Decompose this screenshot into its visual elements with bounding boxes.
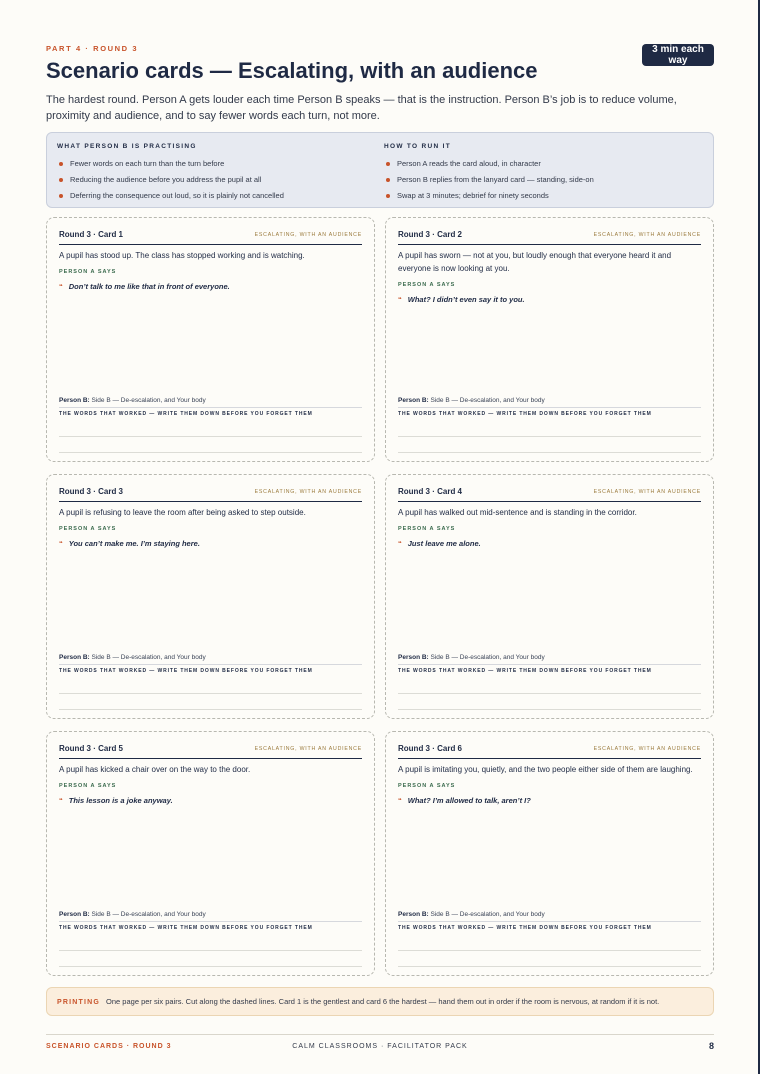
- person-b-reference: [59, 397, 362, 408]
- card-tag: ESCALATING, WITH AN AUDIENCE: [593, 232, 701, 238]
- run-item: Person A reads the card aloud, in character: [384, 156, 594, 172]
- card-tag: ESCALATING, WITH AN AUDIENCE: [254, 489, 362, 495]
- scenario-card: [46, 731, 375, 976]
- writing-line: [398, 436, 701, 437]
- card-scenario: A pupil is refusing to leave the room after being asked to step outside.: [59, 508, 306, 517]
- words-label: THE WORDS THAT WORKED — WRITE THEM DOWN BEFORE YOU FORGET THEM: [398, 411, 652, 417]
- card-id: Round 3 · Card 2: [398, 230, 463, 239]
- card-header: [398, 744, 701, 759]
- card-scenario: A pupil has stood up. The class has stopped working and is watching.: [59, 251, 305, 260]
- person-b-reference: [398, 397, 701, 408]
- card-id: Round 3 · Card 3: [59, 487, 124, 496]
- page-number: 8: [708, 1041, 714, 1051]
- run-column: [384, 143, 594, 204]
- quote-mark-icon: “: [398, 796, 402, 805]
- printing-note: [46, 987, 714, 1016]
- quote-mark-icon: “: [59, 796, 63, 805]
- writing-line: [398, 693, 701, 694]
- card-body: [398, 249, 701, 306]
- intro-paragraph: The hardest round. Person A gets louder each time Person B speaks — that is the instruction. Person B’s job is to reduce volume, proximity and audience, and to say fewer words each turn, not more.: [46, 94, 677, 122]
- card-body: [59, 506, 362, 550]
- run-item: Person B replies from the lanyard card — standing, side-on: [384, 172, 594, 188]
- card-quote: [398, 794, 701, 807]
- quote-mark-icon: “: [59, 282, 63, 291]
- writing-line: [59, 966, 362, 967]
- person-b-label: Person B:: [398, 397, 429, 404]
- scenario-card: [385, 474, 714, 719]
- card-id: Round 3 · Card 6: [398, 744, 463, 753]
- person-b-text: Side B — De-escalation, and Your body: [91, 911, 206, 918]
- person-b-reference: [398, 654, 701, 665]
- words-label: THE WORDS THAT WORKED — WRITE THEM DOWN BEFORE YOU FORGET THEM: [59, 925, 313, 931]
- writing-line: [59, 452, 362, 453]
- words-label: THE WORDS THAT WORKED — WRITE THEM DOWN BEFORE YOU FORGET THEM: [398, 668, 652, 674]
- footer-center: CALM CLASSROOMS · FACILITATOR PACK: [292, 1043, 468, 1050]
- person-b-text: Side B — De-escalation, and Your body: [430, 654, 545, 661]
- card-id: Round 3 · Card 4: [398, 487, 463, 496]
- instructions-panel: [46, 132, 714, 208]
- footer-divider: [46, 1034, 714, 1035]
- person-b-reference: [59, 911, 362, 922]
- card-quote: [398, 293, 701, 306]
- page-title: Scenario cards — Escalating, with an audience: [46, 58, 538, 83]
- card-quote-text: You can’t make me. I’m staying here.: [68, 539, 200, 548]
- quote-mark-icon: “: [398, 539, 402, 548]
- card-quote: [59, 537, 362, 550]
- person-b-text: Side B — De-escalation, and Your body: [430, 911, 545, 918]
- card-tag: ESCALATING, WITH AN AUDIENCE: [254, 746, 362, 752]
- person-b-text: Side B — De-escalation, and Your body: [430, 397, 545, 404]
- card-header: [59, 230, 362, 245]
- words-label: THE WORDS THAT WORKED — WRITE THEM DOWN BEFORE YOU FORGET THEM: [59, 668, 313, 674]
- writing-line: [59, 693, 362, 694]
- person-b-text: Side B — De-escalation, and Your body: [91, 397, 206, 404]
- card-scenario: A pupil has sworn — not at you, but loudly enough that everyone heard it and everyone is now looking at you.: [398, 251, 672, 273]
- card-body: [398, 506, 701, 550]
- person-a-says-label: PERSON A SAYS: [398, 783, 456, 789]
- person-b-reference: [59, 654, 362, 665]
- scenario-card: [46, 474, 375, 719]
- scenario-card: [46, 217, 375, 462]
- person-b-label: Person B:: [59, 397, 90, 404]
- scenario-card: [385, 731, 714, 976]
- person-a-says-label: PERSON A SAYS: [59, 526, 117, 532]
- card-scenario: A pupil is imitating you, quietly, and the two people either side of them are laughing.: [398, 765, 693, 774]
- card-quote-text: This lesson is a joke anyway.: [68, 796, 173, 805]
- card-id: Round 3 · Card 1: [59, 230, 124, 239]
- scenario-card: [385, 217, 714, 462]
- card-quote-text: What? I didn’t even say it to you.: [407, 295, 525, 304]
- writing-line: [59, 950, 362, 951]
- card-header: [59, 487, 362, 502]
- writing-line: [59, 436, 362, 437]
- writing-line: [59, 709, 362, 710]
- footer-left: SCENARIO CARDS · ROUND 3: [46, 1043, 172, 1050]
- person-b-text: Side B — De-escalation, and Your body: [91, 654, 206, 661]
- printing-label: PRINTING: [57, 999, 101, 1006]
- card-scenario: A pupil has kicked a chair over on the way to the door.: [59, 765, 251, 774]
- words-label: THE WORDS THAT WORKED — WRITE THEM DOWN BEFORE YOU FORGET THEM: [398, 925, 652, 931]
- writing-line: [398, 709, 701, 710]
- person-a-says-label: PERSON A SAYS: [59, 783, 117, 789]
- practising-column: [57, 143, 284, 204]
- practising-item: Deferring the consequence out loud, so it is plainly not cancelled: [57, 188, 284, 204]
- person-b-reference: [398, 911, 701, 922]
- quote-mark-icon: “: [59, 539, 63, 548]
- run-item: Swap at 3 minutes; debrief for ninety seconds: [384, 188, 594, 204]
- card-tag: ESCALATING, WITH AN AUDIENCE: [593, 489, 701, 495]
- person-b-label: Person B:: [59, 911, 90, 918]
- card-id: Round 3 · Card 5: [59, 744, 124, 753]
- person-a-says-label: PERSON A SAYS: [59, 269, 117, 275]
- person-a-says-label: PERSON A SAYS: [398, 282, 456, 288]
- person-b-label: Person B:: [59, 654, 90, 661]
- quote-mark-icon: “: [398, 295, 402, 304]
- card-quote-text: Don’t talk to me like that in front of everyone.: [68, 282, 230, 291]
- writing-line: [398, 950, 701, 951]
- card-quote-text: Just leave me alone.: [407, 539, 481, 548]
- card-tag: ESCALATING, WITH AN AUDIENCE: [254, 232, 362, 238]
- run-heading: HOW TO RUN IT: [384, 143, 451, 150]
- words-label: THE WORDS THAT WORKED — WRITE THEM DOWN BEFORE YOU FORGET THEM: [59, 411, 313, 417]
- card-tag: ESCALATING, WITH AN AUDIENCE: [593, 746, 701, 752]
- person-b-label: Person B:: [398, 654, 429, 661]
- printing-text: One page per six pairs. Cut along the dashed lines. Card 1 is the gentlest and card 6 the hardest — hand them out in order if the room is nervous, at random if it is not.: [106, 997, 660, 1006]
- card-quote-text: What? I’m allowed to talk, aren’t I?: [407, 796, 531, 805]
- card-quote: [59, 280, 362, 293]
- card-body: [59, 763, 362, 807]
- writing-line: [398, 966, 701, 967]
- person-b-label: Person B:: [398, 911, 429, 918]
- card-quote: [398, 537, 701, 550]
- person-a-says-label: PERSON A SAYS: [398, 526, 456, 532]
- practising-item: Reducing the audience before you address the pupil at all: [57, 172, 284, 188]
- card-quote: [59, 794, 362, 807]
- card-header: [398, 230, 701, 245]
- writing-line: [398, 452, 701, 453]
- practising-heading: WHAT PERSON B IS PRACTISING: [57, 143, 197, 150]
- card-header: [398, 487, 701, 502]
- card-body: [398, 763, 701, 807]
- section-kicker: PART 4 · ROUND 3: [46, 44, 139, 53]
- card-body: [59, 249, 362, 293]
- practising-item: Fewer words on each turn than the turn before: [57, 156, 284, 172]
- card-header: [59, 744, 362, 759]
- time-badge: 3 min each way: [642, 44, 714, 66]
- card-scenario: A pupil has walked out mid-sentence and is standing in the corridor.: [398, 508, 637, 517]
